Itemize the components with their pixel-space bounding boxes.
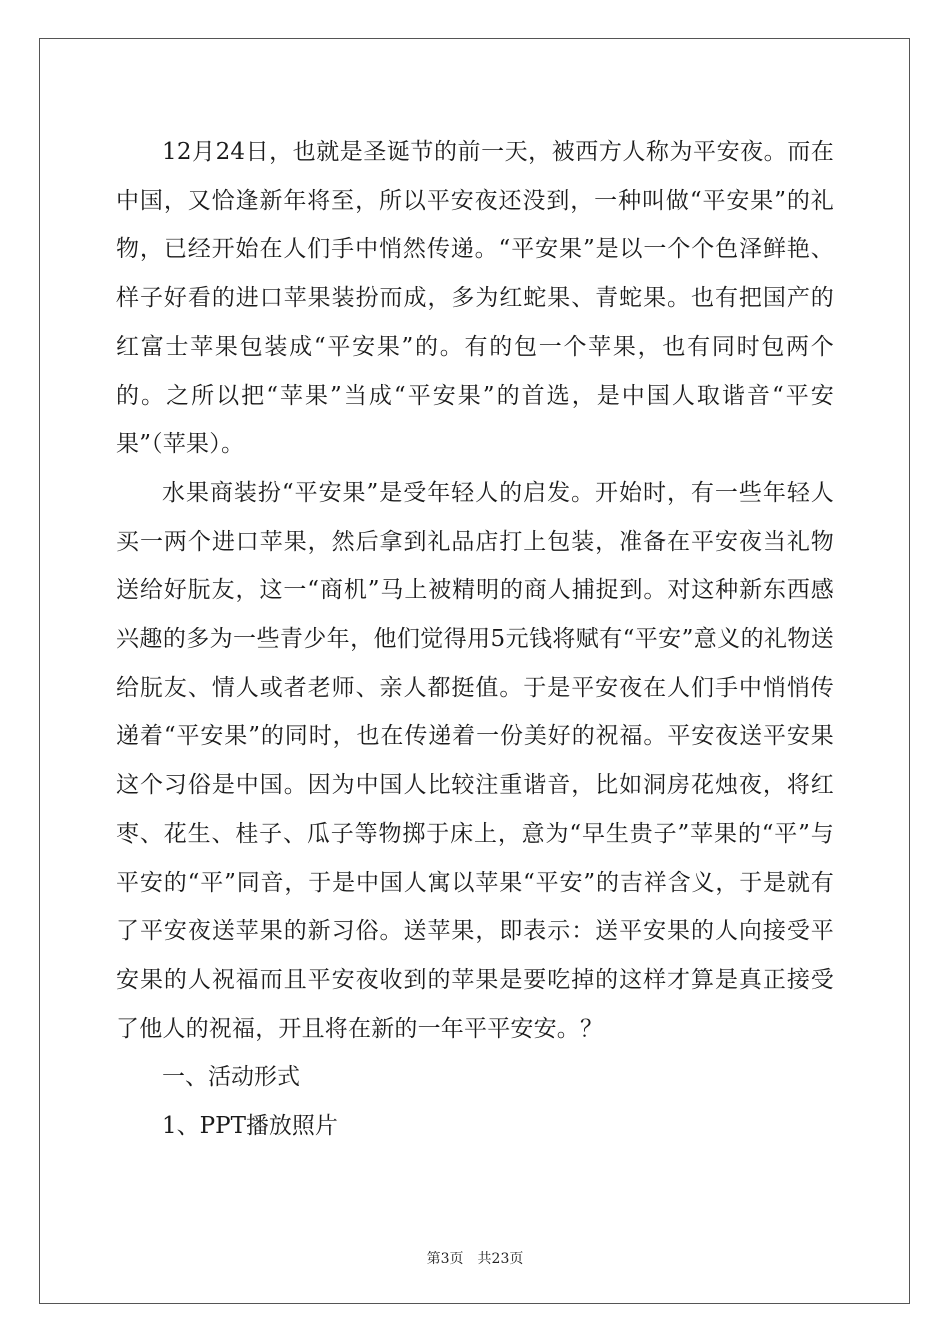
page-number: 第3页 <box>426 1251 464 1267</box>
page-total: 共23页 <box>477 1251 524 1267</box>
paragraph-2: 水果商装扮“平安果”是受年轻人的启发。开始时，有一些年轻人买一两个进口苹果，然后拿到礼品店打上包装，准备在平安夜当礼物送给好朊友，这一“商机”马上被精明的商人捕捉到。对这种新东西感兴趣的多为一些青少年，他们觉得用5元钱将赋有“平安”意义的礼物送给朊友、情人或者老师、亲人都挺值。于是平安夜在人们手中悄悄传递着“平安果”的同时，也在传递着一份美好的祝福。平安夜送平安果这个习俗是中国。因为中国人比较注重谐音，比如洞房花烛夜，将红枣、花生、桂子、瓜子等物掷于床上，意为“早生贵子”苹果的“平”与平安的“平”同音，于是中国人寓以苹果“平安”的吉祥含义，于是就有了平安夜送苹果的新习俗。送苹果，即表示：送平安果的人向接受平安果的人祝福而且平安夜收到的苹果是要吃掉的这样才算是真正接受了他人的祝福，开且将在新的一年平平安安。？ <box>116 479 834 1042</box>
page-footer <box>0 1248 950 1268</box>
list-item-1: 1、PPT播放照片 <box>162 1113 338 1140</box>
section-heading: 一、活动形式 <box>162 1064 300 1091</box>
document-body <box>116 128 834 1151</box>
paragraph-1: 12月24日，也就是圣诞节的前一天，被西方人称为平安夜。而在中国，又恰逢新年将至，所以平安夜还没到，一种叫做“平安果”的礼物，已经开始在人们手中悄然传递。“平安果”是以一个个色泽鲜艳、样子好看的进口苹果装扮而成，多为红蛇果、青蛇果。也有把国产的红富士苹果包装成“平安果”的。有的包一个苹果，也有同时包两个的。之所以把“苹果”当成“平安果”的首选，是中国人取谐音“平安果”（苹果）。 <box>116 139 834 458</box>
